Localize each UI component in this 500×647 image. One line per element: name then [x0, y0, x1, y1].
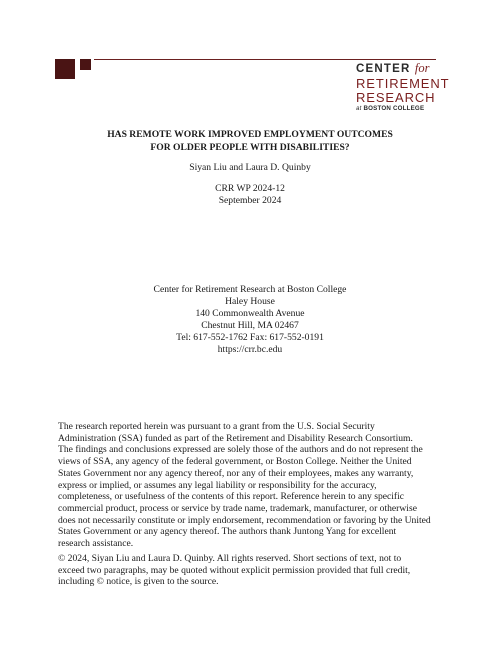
paper-title	[0, 129, 500, 154]
copyright-line: © 2024, Siyan Liu and Laura D. Quinby. All rights reserved. Short sections of text, not to	[58, 553, 402, 564]
disclaimer-line: express or implied, or assumes any legal liability or responsibility for the accuracy,	[58, 479, 377, 491]
copyright-line: including © notice, is given to the source.	[58, 576, 219, 588]
title-line-1: HAS REMOTE WORK IMPROVED EMPLOYMENT OUTCOMES	[107, 129, 393, 140]
logo-line-bc: at BOSTON COLLEGE	[356, 104, 425, 112]
copyright-line: exceed two paragraphs, may be quoted without explicit permission provided that full credit,	[58, 564, 411, 576]
disclaimer-paragraph	[58, 421, 444, 550]
logo-line-retirement: RETIREMENT	[356, 75, 450, 91]
address-block	[0, 284, 500, 356]
address-url[interactable]: https://crr.bc.edu	[217, 344, 283, 355]
disclaimer-line: The research reported herein was pursuant to a grant from the U.S. Social Security	[58, 421, 375, 432]
address-city: Chestnut Hill, MA 02467	[201, 320, 299, 331]
logo-line-center: CENTER for	[356, 61, 430, 75]
crr-logo	[356, 61, 450, 112]
header-rule	[94, 59, 436, 60]
logo-square-small	[80, 59, 91, 70]
disclaimer-line: completeness, or usefulness of the contents of this report. Reference herein to any specific	[58, 491, 405, 503]
address-org: Center for Retirement Research at Boston College	[153, 284, 347, 295]
address-contact: Tel: 617-552-1762 Fax: 617-552-0191	[176, 332, 324, 343]
disclaimer-line: research assistance.	[58, 538, 134, 550]
paper-number: CRR WP 2024-12	[215, 183, 285, 194]
disclaimer-line: The findings and conclusions expressed are solely those of the authors and do not represent the	[58, 444, 423, 456]
disclaimer-line: States Government nor any agency thereof, nor any of their employees, makes any warranty,	[58, 467, 414, 479]
logo-square-large	[55, 59, 75, 79]
disclaimer-line: Administration (SSA) funded as part of the Retirement and Disability Research Consortium.	[58, 432, 413, 444]
disclaimer-line: views of SSA, any agency of the federal government, or Boston College. Neither the United	[58, 456, 412, 468]
address-street: 140 Commonwealth Avenue	[195, 308, 305, 319]
disclaimer-line: does not necessarily constitute or imply endorsement, recommendation or favoring by the United	[58, 514, 431, 526]
paper-info	[0, 183, 500, 207]
copyright-paragraph	[58, 553, 444, 588]
address-building: Haley House	[225, 296, 275, 307]
title-line-2: FOR OLDER PEOPLE WITH DISABILITIES?	[150, 141, 350, 153]
paper-date: September 2024	[218, 195, 282, 206]
disclaimer-line: commercial product, process or service by trade name, trademark, manufacturer, or otherwise	[58, 502, 417, 514]
logo-line-research: RESEARCH	[356, 89, 436, 105]
authors: Siyan Liu and Laura D. Quinby	[189, 162, 311, 173]
disclaimer-line: States Government or any agency thereof. The authors thank Juntong Yang for excellent	[58, 526, 397, 538]
